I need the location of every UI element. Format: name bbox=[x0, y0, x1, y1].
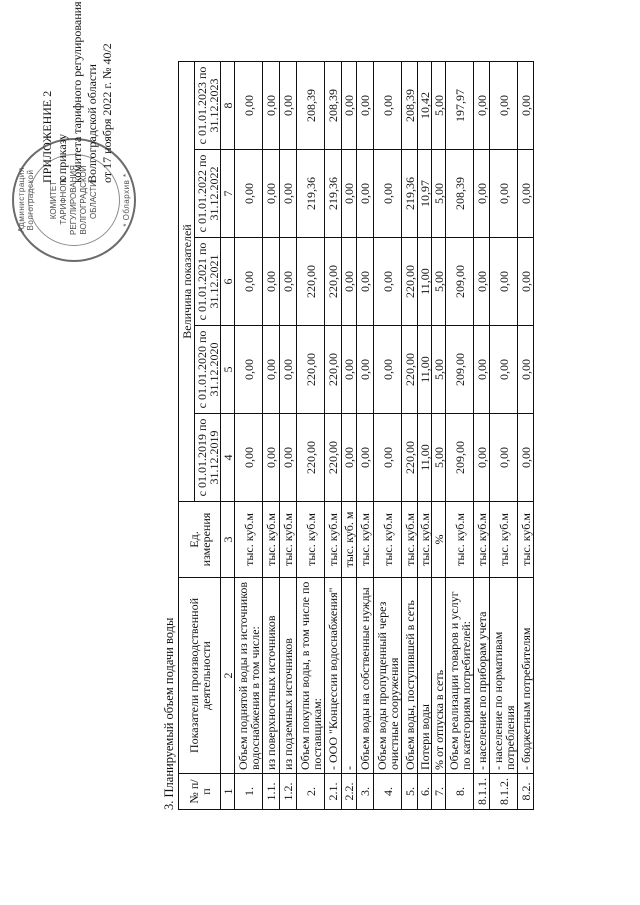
row-value: 0,00 bbox=[280, 150, 297, 238]
row-value: 219,36 bbox=[325, 150, 342, 238]
header-line-2: комитета тарифного регулирования bbox=[70, 1, 84, 183]
table-row bbox=[418, 62, 432, 810]
row-unit: тыс. куб.м bbox=[490, 502, 518, 578]
row-value: 10,97 bbox=[418, 150, 432, 238]
col-header-period-2023: с 01.01.2023 по 31.12.2023 bbox=[195, 62, 221, 150]
row-value: 0,00 bbox=[474, 62, 490, 150]
row-value: 0,00 bbox=[490, 414, 518, 502]
row-unit: тыс. куб.м bbox=[518, 502, 534, 578]
row-value: 0,00 bbox=[235, 62, 263, 150]
row-value: 5,00 bbox=[432, 414, 446, 502]
row-number: 1. bbox=[235, 774, 263, 810]
row-unit: тыс. куб.м bbox=[325, 502, 342, 578]
row-unit: тыс. куб.м bbox=[280, 502, 297, 578]
table-row bbox=[325, 62, 342, 810]
stamp-line: РЕГУЛИРОВАНИЯ bbox=[69, 165, 78, 235]
table-row bbox=[280, 62, 297, 810]
row-value: 220,00 bbox=[297, 238, 325, 326]
row-value: 0,00 bbox=[342, 150, 357, 238]
row-value: 0,00 bbox=[374, 326, 402, 414]
row-unit: тыс. куб.м bbox=[474, 502, 490, 578]
row-value: 0,00 bbox=[263, 326, 280, 414]
row-value: 0,00 bbox=[280, 238, 297, 326]
row-value: 0,00 bbox=[357, 62, 374, 150]
table-row bbox=[357, 62, 374, 810]
header-line-3: Волгоградской области bbox=[85, 64, 99, 183]
row-number: 8.2. bbox=[518, 774, 534, 810]
row-number: 7. bbox=[432, 774, 446, 810]
col-header-period-2021: с 01.01.2021 по 31.12.2021 bbox=[195, 238, 221, 326]
row-value: 11,00 bbox=[418, 414, 432, 502]
row-number: 8.1.1. bbox=[474, 774, 490, 810]
stamp-ring-bottom: * Облархив * bbox=[122, 173, 131, 227]
row-value: 0,00 bbox=[263, 238, 280, 326]
row-value: 208,39 bbox=[402, 62, 418, 150]
row-unit: тыс. куб.м bbox=[374, 502, 402, 578]
col-index: 1 bbox=[221, 774, 235, 810]
row-value: 0,00 bbox=[357, 414, 374, 502]
row-number: 8. bbox=[446, 774, 474, 810]
row-number: 1.2. bbox=[280, 774, 297, 810]
col-header-period-2020: с 01.01.2020 по 31.12.2020 bbox=[195, 326, 221, 414]
row-number: 1.1. bbox=[263, 774, 280, 810]
row-value: 0,00 bbox=[474, 150, 490, 238]
row-value: 5,00 bbox=[432, 62, 446, 150]
row-indicator-name: из подземных источников bbox=[280, 578, 297, 774]
row-unit: тыс. куб.м bbox=[446, 502, 474, 578]
row-value: 220,00 bbox=[325, 238, 342, 326]
row-value: 208,39 bbox=[446, 150, 474, 238]
row-value: 0,00 bbox=[374, 150, 402, 238]
row-indicator-name: - население по нормативам потребления bbox=[490, 578, 518, 774]
row-number: 2. bbox=[297, 774, 325, 810]
row-value: 5,00 bbox=[432, 150, 446, 238]
row-value: 0,00 bbox=[474, 326, 490, 414]
table-row bbox=[474, 62, 490, 810]
row-value: 220,00 bbox=[297, 414, 325, 502]
row-value: 0,00 bbox=[342, 414, 357, 502]
row-unit: тыс. куб. м bbox=[342, 502, 357, 578]
table-row bbox=[342, 62, 357, 810]
row-unit: тыс. куб.м bbox=[418, 502, 432, 578]
row-number: 3. bbox=[357, 774, 374, 810]
row-value: 0,00 bbox=[280, 414, 297, 502]
row-value: 197,97 bbox=[446, 62, 474, 150]
row-value: 11,00 bbox=[418, 238, 432, 326]
row-indicator-name: - bbox=[342, 578, 357, 774]
row-value: 0,00 bbox=[374, 238, 402, 326]
row-indicator-name: % от отпуска в сеть bbox=[432, 578, 446, 774]
row-value: 208,39 bbox=[297, 62, 325, 150]
row-value: 10,42 bbox=[418, 62, 432, 150]
row-value: 0,00 bbox=[235, 238, 263, 326]
col-index: 7 bbox=[221, 150, 235, 238]
row-value: 0,00 bbox=[263, 62, 280, 150]
row-number: 5. bbox=[402, 774, 418, 810]
table-row bbox=[235, 62, 263, 810]
row-number: 6. bbox=[418, 774, 432, 810]
row-value: 0,00 bbox=[263, 150, 280, 238]
row-value: 0,00 bbox=[374, 62, 402, 150]
row-indicator-name: - население по приборам учета bbox=[474, 578, 490, 774]
row-value: 0,00 bbox=[474, 414, 490, 502]
row-indicator-name: Объем воды на собственные нужды bbox=[357, 578, 374, 774]
row-indicator-name: Объем воды пропущенный через очистные сооружения bbox=[374, 578, 402, 774]
row-value: 209,00 bbox=[446, 238, 474, 326]
row-value: 0,00 bbox=[374, 414, 402, 502]
row-value: 219,36 bbox=[402, 150, 418, 238]
row-value: 0,00 bbox=[280, 326, 297, 414]
table-row bbox=[518, 62, 534, 810]
table-row bbox=[374, 62, 402, 810]
row-value: 208,39 bbox=[325, 62, 342, 150]
col-index: 5 bbox=[221, 326, 235, 414]
table-body bbox=[235, 62, 534, 810]
row-value: 5,00 bbox=[432, 238, 446, 326]
row-indicator-name: Объем воды, поступившей в сеть bbox=[402, 578, 418, 774]
row-value: 209,00 bbox=[446, 414, 474, 502]
col-index: 3 bbox=[221, 502, 235, 578]
table-row bbox=[490, 62, 518, 810]
row-value: 219,36 bbox=[297, 150, 325, 238]
row-value: 209,00 bbox=[446, 326, 474, 414]
row-value: 0,00 bbox=[342, 238, 357, 326]
stamp-line: ТАРИФНОГО bbox=[59, 175, 68, 225]
table-row bbox=[402, 62, 418, 810]
row-value: 0,00 bbox=[474, 238, 490, 326]
row-value: 0,00 bbox=[490, 150, 518, 238]
col-header-period-2019: с 01.01.2019 по 31.12.2019 bbox=[195, 414, 221, 502]
row-value: 0,00 bbox=[518, 150, 534, 238]
document-header bbox=[40, 3, 115, 183]
table-row bbox=[297, 62, 325, 810]
stamp-line: КОМИТЕТ bbox=[49, 180, 58, 220]
row-number: 2.2. bbox=[342, 774, 357, 810]
row-unit: тыс. куб.м bbox=[263, 502, 280, 578]
row-unit: тыс. куб.м bbox=[235, 502, 263, 578]
row-unit: % bbox=[432, 502, 446, 578]
row-value: 220,00 bbox=[402, 238, 418, 326]
row-value: 0,00 bbox=[518, 62, 534, 150]
row-indicator-name: из поверхностных источников bbox=[263, 578, 280, 774]
header-line-4: от 17 ноября 2022 г. № 40/2 bbox=[100, 43, 114, 183]
row-unit: тыс. куб.м bbox=[402, 502, 418, 578]
table-row bbox=[446, 62, 474, 810]
row-value: 0,00 bbox=[342, 62, 357, 150]
column-index-row bbox=[221, 62, 235, 810]
row-value: 0,00 bbox=[518, 238, 534, 326]
col-index: 2 bbox=[221, 578, 235, 774]
water-supply-table bbox=[178, 61, 534, 810]
col-index: 4 bbox=[221, 414, 235, 502]
table-row bbox=[432, 62, 446, 810]
row-unit: тыс. куб.м bbox=[297, 502, 325, 578]
header-line-1: к приказу bbox=[55, 133, 69, 183]
row-value: 11,00 bbox=[418, 326, 432, 414]
row-value: 0,00 bbox=[357, 150, 374, 238]
table-row bbox=[263, 62, 280, 810]
stamp-line: ВОЛГОГРАДСКОЙ bbox=[79, 165, 88, 235]
row-value: 0,00 bbox=[280, 62, 297, 150]
row-indicator-name: Объем покупки воды, в том числе по поставщикам: bbox=[297, 578, 325, 774]
row-value: 0,00 bbox=[518, 326, 534, 414]
row-number: 2.1. bbox=[325, 774, 342, 810]
row-value: 220,00 bbox=[402, 326, 418, 414]
appendix-label: ПРИЛОЖЕНИЕ 2 bbox=[40, 90, 54, 183]
col-header-group: Величина показателей bbox=[179, 62, 195, 502]
stamp-line: ОБЛАСТИ bbox=[89, 181, 98, 220]
row-indicator-name: Объем реализации товаров и услуг по категориям потребителей: bbox=[446, 578, 474, 774]
row-value: 0,00 bbox=[235, 414, 263, 502]
row-value: 0,00 bbox=[357, 326, 374, 414]
row-indicator-name: - ООО "Концессии водоснабжения" bbox=[325, 578, 342, 774]
row-value: 0,00 bbox=[518, 414, 534, 502]
row-indicator-name: - бюджетным потребителям bbox=[518, 578, 534, 774]
row-value: 0,00 bbox=[490, 238, 518, 326]
col-index: 6 bbox=[221, 238, 235, 326]
row-unit: тыс. куб.м bbox=[357, 502, 374, 578]
row-number: 4. bbox=[374, 774, 402, 810]
row-value: 220,00 bbox=[402, 414, 418, 502]
row-value: 220,00 bbox=[297, 326, 325, 414]
row-indicator-name: Потери воды bbox=[418, 578, 432, 774]
row-value: 0,00 bbox=[490, 62, 518, 150]
section-title: 3. Планируемый объем подачи воды bbox=[162, 617, 176, 810]
col-header-unit: Ед. измерения bbox=[179, 502, 221, 578]
row-value: 0,00 bbox=[235, 150, 263, 238]
col-index: 8 bbox=[221, 62, 235, 150]
col-header-period-2022: с 01.01.2022 по 31.12.2022 bbox=[195, 150, 221, 238]
row-value: 0,00 bbox=[263, 414, 280, 502]
row-value: 0,00 bbox=[342, 326, 357, 414]
row-value: 0,00 bbox=[357, 238, 374, 326]
row-value: 0,00 bbox=[490, 326, 518, 414]
row-value: 5,00 bbox=[432, 326, 446, 414]
col-header-num: № п/п bbox=[179, 774, 221, 810]
row-value: 220,00 bbox=[325, 414, 342, 502]
row-indicator-name: Объем поднятой воды из источников водоснабжения в том числе: bbox=[235, 578, 263, 774]
col-header-name: Показатели производственной деятельности bbox=[179, 578, 221, 774]
row-value: 220,00 bbox=[325, 326, 342, 414]
stamp-ring-top: Администрация Волгоградской bbox=[17, 167, 35, 233]
row-number: 8.1.2. bbox=[490, 774, 518, 810]
row-value: 0,00 bbox=[235, 326, 263, 414]
